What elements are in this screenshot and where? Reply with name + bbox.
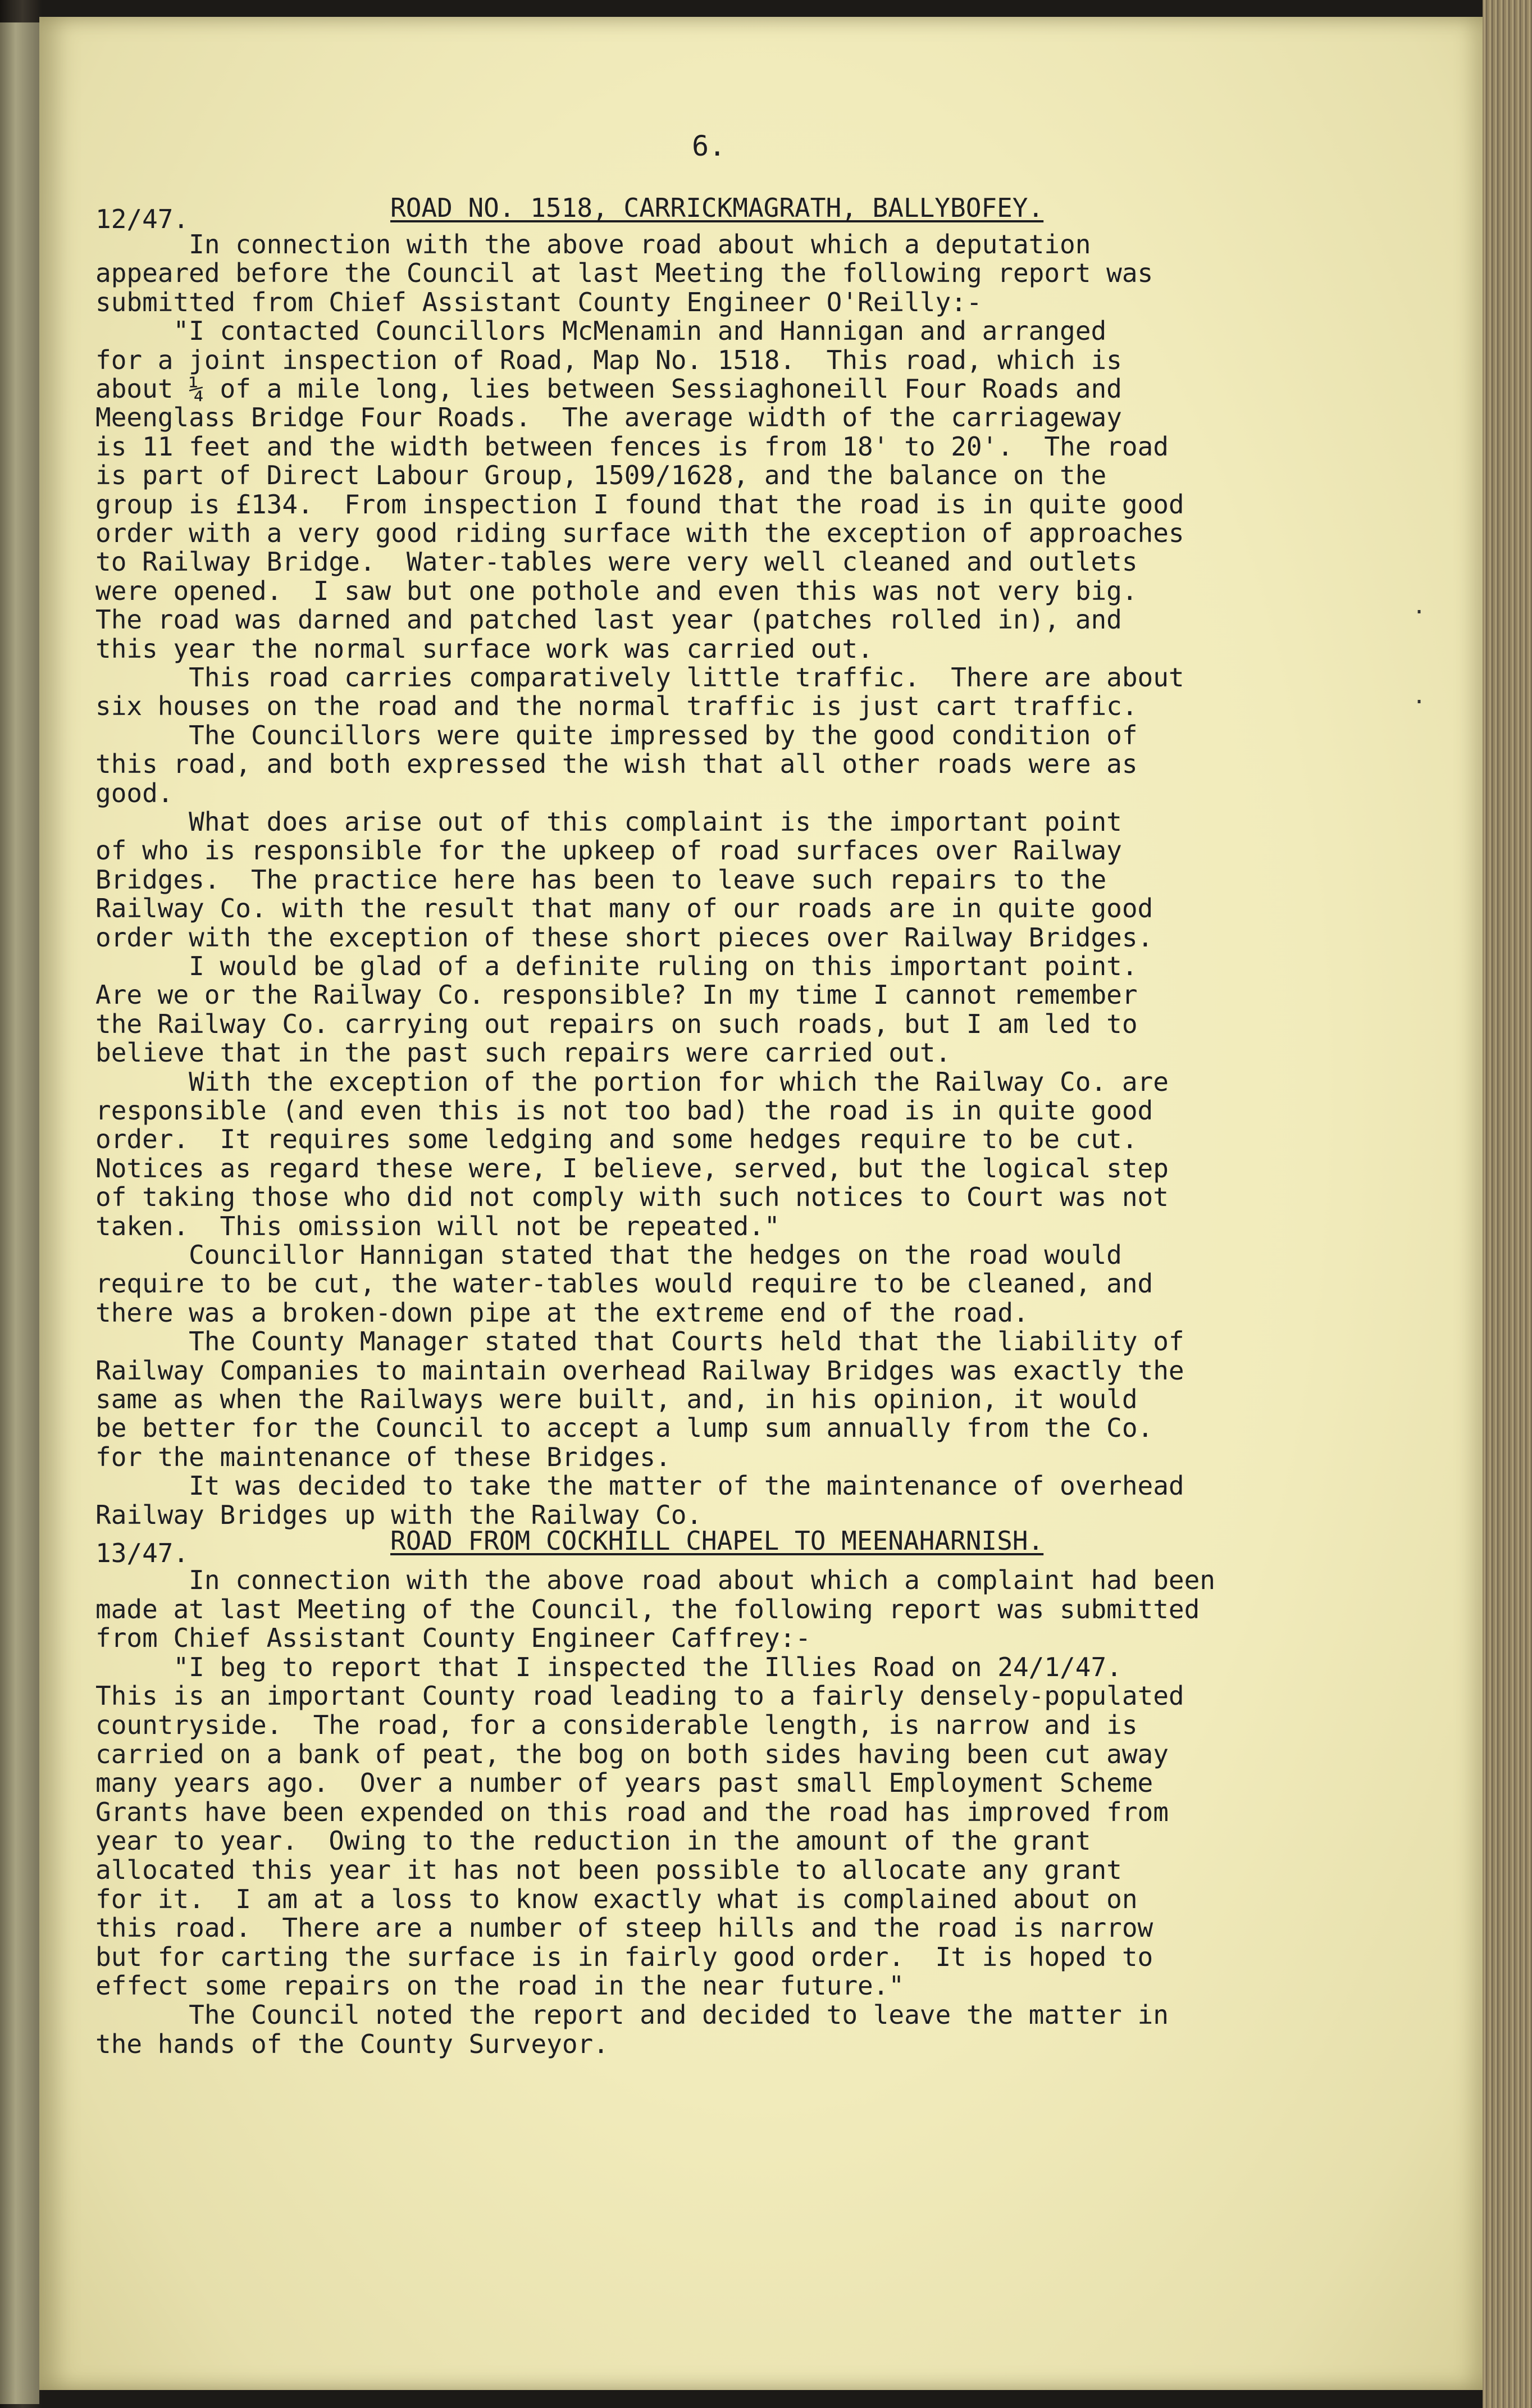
text-line: The road was darned and patched last year (patches rolled in), and <box>95 604 1122 635</box>
text-line: believe that in the past such repairs were carried out. <box>95 1037 951 1068</box>
text-line: same as when the Railways were built, and, in his opinion, it would <box>95 1384 1138 1414</box>
margin-mark: · <box>1412 599 1426 625</box>
text-line: appeared before the Council at last Meeting the following report was <box>95 258 1153 289</box>
text-line: Meenglass Bridge Four Roads. The average width of the carriageway <box>95 402 1122 433</box>
text-line: The Council noted the report and decided to leave the matter in <box>95 2000 1169 2030</box>
text-line: taken. This omission will not be repeated." <box>95 1210 780 1241</box>
text-line: allocated this year it has not been possible to allocate any grant <box>95 1855 1122 1885</box>
text-line: six houses on the road and the normal traffic is just cart traffic. <box>95 691 1138 722</box>
text-line: Notices as regard these were, I believe, served, but the logical step <box>95 1153 1169 1183</box>
text-line: I would be glad of a definite ruling on this important point. <box>95 951 1138 981</box>
text-line: countryside. The road, for a considerable length, is narrow and is <box>95 1710 1138 1740</box>
text-line: group is £134. From inspection I found that the road is in quite good <box>95 489 1184 520</box>
text-line: about ¼ of a mile long, lies between Sessiaghoneill Four Roads and <box>95 374 1122 404</box>
text-line: "I beg to report that I inspected the Illies Road on 24/1/47. <box>95 1651 1122 1682</box>
text-line: The County Manager stated that Courts held that the liability of <box>95 1326 1184 1357</box>
text-line: What does arise out of this complaint is the important point <box>95 807 1122 837</box>
text-line: This is an important County road leading to a fairly densely-populated <box>95 1681 1184 1711</box>
text-line: order. It requires some ledging and some hedges require to be cut. <box>95 1124 1138 1155</box>
text-line: for the maintenance of these Bridges. <box>95 1441 671 1472</box>
text-line: The Councillors were quite impressed by the good condition of <box>95 720 1138 750</box>
page-number: 6. <box>692 130 726 162</box>
text-line: were opened. I saw but one pothole and even this was not very big. <box>95 575 1138 606</box>
text-line: this road, and both expressed the wish that all other roads were as <box>95 749 1138 780</box>
text-line: In connection with the above road about which a deputation <box>95 229 1091 260</box>
text-line: many years ago. Over a number of years past small Employment Scheme <box>95 1768 1153 1799</box>
text-line: Bridges. The practice here has been to leave such repairs to the <box>95 864 1107 895</box>
text-line: for it. I am at a loss to know exactly what is complained about on <box>95 1883 1138 1914</box>
text-line: Railway Companies to maintain overhead Railway Bridges was exactly the <box>95 1355 1184 1386</box>
facing-page-edge <box>0 22 39 2404</box>
text-line: It was decided to take the matter of the maintenance of overhead <box>95 1471 1184 1501</box>
text-line: effect some repairs on the road in the near future." <box>95 1970 905 2001</box>
text-line: this year the normal surface work was carried out. <box>95 633 873 664</box>
text-line: Are we or the Railway Co. responsible? In my time I cannot remember <box>95 980 1138 1010</box>
section-heading: ROAD NO. 1518, CARRICKMAGRATH, BALLYBOFEY. <box>390 193 1044 223</box>
text-line: this road. There are a number of steep hills and the road is narrow <box>95 1913 1153 1943</box>
text-line: to Railway Bridge. Water-tables were very well cleaned and outlets <box>95 547 1138 577</box>
section-number: 12/47. <box>95 204 189 234</box>
text-line: Railway Bridges up with the Railway Co. <box>95 1499 703 1530</box>
page-stack-edge <box>1483 0 1532 2408</box>
text-line: the Railway Co. carrying out repairs on such roads, but I am led to <box>95 1008 1138 1039</box>
text-line: there was a broken-down pipe at the extreme end of the road. <box>95 1297 1029 1328</box>
section-number: 13/47. <box>95 1538 189 1568</box>
text-line: Railway Co. with the result that many of our roads are in quite good <box>95 893 1153 924</box>
text-line: order with the exception of these short pieces over Railway Bridges. <box>95 922 1153 953</box>
text-line: of who is responsible for the upkeep of road surfaces over Railway <box>95 835 1122 866</box>
text-line: but for carting the surface is in fairly good order. It is hoped to <box>95 1941 1153 1972</box>
text-line: is 11 feet and the width between fences is from 18' to 20'. The road <box>95 431 1169 462</box>
margin-mark: · <box>1412 689 1426 715</box>
text-line: be better for the Council to accept a lump sum annually from the Co. <box>95 1413 1153 1444</box>
text-line: is part of Direct Labour Group, 1509/1628, and the balance on the <box>95 460 1107 491</box>
text-line: With the exception of the portion for which the Railway Co. are <box>95 1066 1169 1097</box>
text-line: made at last Meeting of the Council, the following report was submitted <box>95 1594 1200 1624</box>
section-heading: ROAD FROM COCKHILL CHAPEL TO MEENAHARNISH. <box>390 1526 1044 1556</box>
text-line: order with a very good riding surface with the exception of approaches <box>95 518 1184 548</box>
text-line: year to year. Owing to the reduction in the amount of the grant <box>95 1826 1091 1856</box>
text-line: This road carries comparatively little traffic. There are about <box>95 662 1184 693</box>
text-line: for a joint inspection of Road, Map No. 1518. This road, which is <box>95 344 1122 375</box>
text-line: the hands of the County Surveyor. <box>95 2028 609 2059</box>
text-line: good. <box>95 777 174 808</box>
text-line: of taking those who did not comply with such notices to Court was not <box>95 1182 1169 1213</box>
text-line: from Chief Assistant County Engineer Caffrey:- <box>95 1623 811 1654</box>
text-line: responsible (and even this is not too bad) the road is in quite good <box>95 1095 1153 1126</box>
text-line: Councillor Hannigan stated that the hedges on the road would <box>95 1240 1122 1270</box>
text-line: submitted from Chief Assistant County Engineer O'Reilly:- <box>95 286 982 317</box>
text-line: "I contacted Councillors McMenamin and Hannigan and arranged <box>95 316 1107 347</box>
text-line: Grants have been expended on this road and the road has improved from <box>95 1796 1169 1827</box>
text-line: require to be cut, the water-tables would require to be cleaned, and <box>95 1268 1153 1299</box>
text-line: In connection with the above road about which a complaint had been <box>95 1565 1215 1595</box>
text-line: carried on a bank of peat, the bog on both sides having been cut away <box>95 1738 1169 1769</box>
